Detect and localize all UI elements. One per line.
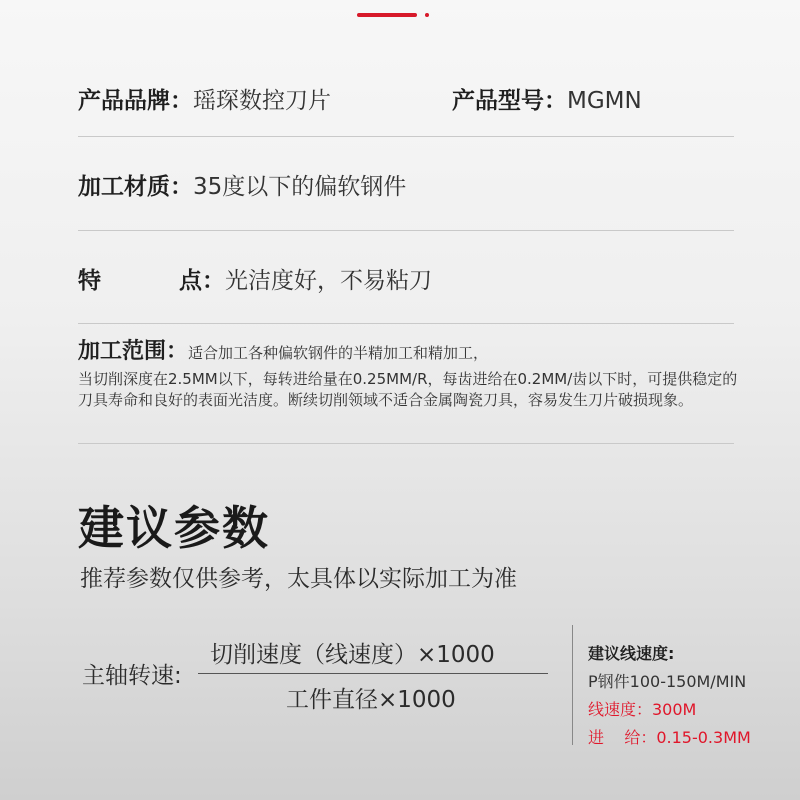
divider	[78, 136, 734, 137]
formula-numerator: 切削速度（线速度）×1000	[210, 642, 495, 668]
brand-label: 产品品牌：	[78, 88, 193, 114]
brand-value: 瑶琛数控刀片	[193, 88, 331, 114]
material-label: 加工材质：	[78, 174, 193, 200]
material-value: 35度以下的偏软钢件	[193, 174, 407, 200]
feed-value: 进 给：0.15-0.3MM	[588, 728, 751, 747]
suggested-speed-title: 建议线速度:	[588, 644, 675, 663]
feature-row	[78, 262, 734, 295]
feature-label-second: 点：	[179, 268, 225, 294]
range-description: 当切削深度在2.5MM以下，每转进给量在0.25MM/R，每齿进给在0.2MM/齿以下时，可提供稳定的刀具寿命和良好的表面光洁度。断续切削领域不适合金属陶瓷刀具，容易发生刀片破损现象。	[78, 370, 738, 409]
range-row	[78, 334, 738, 411]
section-heading: 建议参数	[78, 501, 270, 555]
suggested-speed-panel	[588, 640, 751, 752]
spindle-speed-label: 主轴转速:	[82, 663, 182, 689]
top-accent-dot	[425, 13, 429, 17]
line-speed-value: 线速度：300M	[588, 700, 697, 719]
fraction-line	[198, 673, 548, 674]
brand-model-row	[78, 82, 734, 114]
formula-denominator: 工件直径×1000	[286, 687, 456, 713]
section-subheading: 推荐参数仅供参考，太具体以实际加工为准	[80, 566, 517, 592]
top-accent-bar	[357, 13, 417, 17]
p-steel-speed: P钢件100-150M/MIN	[588, 672, 747, 691]
model-value: MGMN	[567, 88, 642, 114]
vertical-divider	[572, 625, 573, 745]
divider	[78, 323, 734, 324]
divider	[78, 443, 734, 444]
feature-label-first: 特	[78, 268, 101, 294]
model-spec	[452, 82, 642, 115]
material-row	[78, 168, 734, 201]
model-label: 产品型号：	[452, 88, 567, 114]
feature-value: 光洁度好，不易粘刀	[225, 268, 432, 294]
range-label: 加工范围：	[78, 339, 189, 364]
brand-spec	[78, 82, 331, 115]
range-first-line: 适合加工各种偏软钢件的半精加工和精加工，	[188, 344, 489, 362]
divider	[78, 230, 734, 231]
